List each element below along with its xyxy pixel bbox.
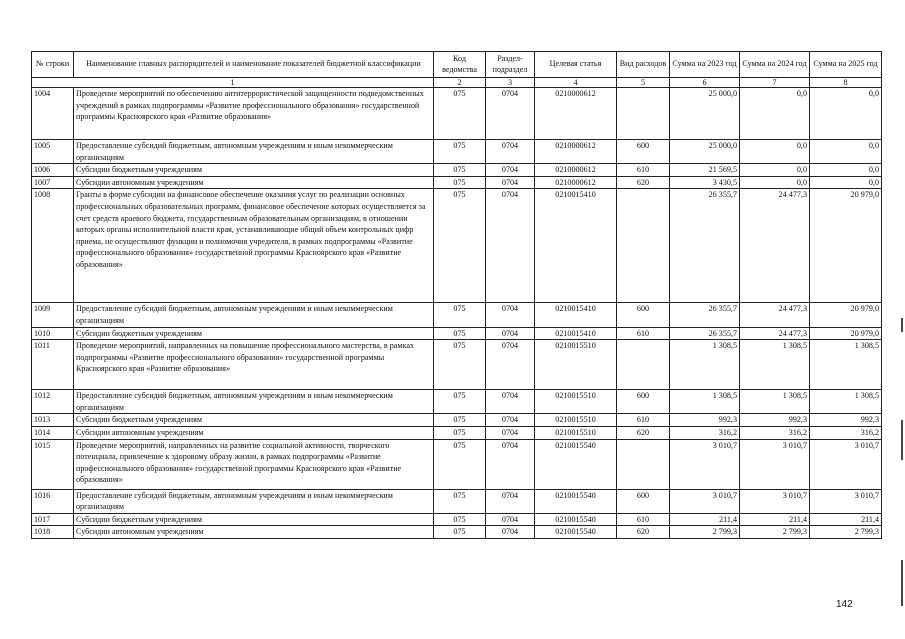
row-section-code: 0704 xyxy=(486,189,535,303)
row-section-code: 0704 xyxy=(486,414,535,427)
table-row xyxy=(32,426,882,439)
row-expense-type: 600 xyxy=(617,489,670,513)
row-sum-2025: 0,0 xyxy=(810,176,882,189)
row-sum-2023: 2 799,3 xyxy=(670,526,740,539)
row-sum-2023: 992,3 xyxy=(670,414,740,427)
row-dept-code: 075 xyxy=(434,414,486,427)
row-target-code: 0210015540 xyxy=(535,513,617,526)
column-number: 5 xyxy=(617,78,670,88)
budget-table-sheet xyxy=(31,51,882,539)
col-header-name: Наименование главных распорядителей и наименование показателей бюджетной классификации xyxy=(74,52,434,78)
row-sum-2023: 26 355,7 xyxy=(670,327,740,340)
row-section-code: 0704 xyxy=(486,303,535,327)
row-section-code: 0704 xyxy=(486,164,535,177)
row-sum-2023: 3 010,7 xyxy=(670,439,740,489)
table-row xyxy=(32,189,882,303)
table-row xyxy=(32,439,882,489)
row-sum-2025: 20 979,0 xyxy=(810,327,882,340)
row-expense-type: 600 xyxy=(617,140,670,164)
row-sum-2024: 1 308,5 xyxy=(740,390,810,414)
row-number: 1016 xyxy=(32,489,74,513)
row-dept-code: 075 xyxy=(434,327,486,340)
row-section-code: 0704 xyxy=(486,176,535,189)
row-section-code: 0704 xyxy=(486,526,535,539)
row-dept-code: 075 xyxy=(434,303,486,327)
row-section-code: 0704 xyxy=(486,88,535,140)
row-number: 1010 xyxy=(32,327,74,340)
row-target-code: 0210015510 xyxy=(535,426,617,439)
row-sum-2024: 3 010,7 xyxy=(740,489,810,513)
row-dept-code: 075 xyxy=(434,189,486,303)
row-number: 1008 xyxy=(32,189,74,303)
row-number: 1017 xyxy=(32,513,74,526)
row-section-code: 0704 xyxy=(486,140,535,164)
row-expense-type: 600 xyxy=(617,303,670,327)
row-sum-2024: 24 477,3 xyxy=(740,189,810,303)
row-number: 1015 xyxy=(32,439,74,489)
row-name: Проведение мероприятий, направленных на развитие социальной активности, творческого потенциала, привлечение к здоровому образу жизни, в рамках подпрограммы «Развитие профессионального образования» государственной программы Красноярского края «Развитие образования» xyxy=(74,439,434,489)
table-row xyxy=(32,164,882,177)
scan-edge-mark xyxy=(901,318,903,332)
row-sum-2024: 1 308,5 xyxy=(740,340,810,390)
row-name: Субсидии бюджетным учреждениям xyxy=(74,414,434,427)
row-dept-code: 075 xyxy=(434,140,486,164)
row-sum-2025: 20 979,0 xyxy=(810,303,882,327)
table-row xyxy=(32,513,882,526)
row-dept-code: 075 xyxy=(434,164,486,177)
row-sum-2024: 211,4 xyxy=(740,513,810,526)
row-dept-code: 075 xyxy=(434,513,486,526)
row-target-code: 0210000612 xyxy=(535,176,617,189)
row-dept-code: 075 xyxy=(434,88,486,140)
row-expense-type: 620 xyxy=(617,176,670,189)
row-sum-2025: 992,3 xyxy=(810,414,882,427)
budget-table xyxy=(31,51,882,539)
row-sum-2023: 3 010,7 xyxy=(670,489,740,513)
row-sum-2023: 3 430,5 xyxy=(670,176,740,189)
row-expense-type: 610 xyxy=(617,327,670,340)
row-target-code: 0210000612 xyxy=(535,164,617,177)
row-section-code: 0704 xyxy=(486,426,535,439)
row-sum-2024: 2 799,3 xyxy=(740,526,810,539)
row-number: 1012 xyxy=(32,390,74,414)
row-sum-2023: 316,2 xyxy=(670,426,740,439)
row-number: 1018 xyxy=(32,526,74,539)
row-sum-2024: 0,0 xyxy=(740,140,810,164)
row-sum-2024: 316,2 xyxy=(740,426,810,439)
row-dept-code: 075 xyxy=(434,489,486,513)
row-target-code: 0210015510 xyxy=(535,340,617,390)
row-name: Гранты в форме субсидии на финансовое обеспечение оказания услуг по реализации основных профессиональных образовательных программ, финансовое обеспечение которых осуществляется за счет средств краевого бюджета, государственным образовательным организациям, в отношении которых органы исполнительной власти края, устанавливающие общий объем контрольных цифр приема, не осуществляют функции и полномочия учредителя, в рамках подпрограммы «Развитие профессионального образования» государственной программы Красноярского края «Развитие образования» xyxy=(74,189,434,303)
column-number: 3 xyxy=(486,78,535,88)
col-header-section: Раздел-подраздел xyxy=(486,52,535,78)
row-number: 1009 xyxy=(32,303,74,327)
table-row xyxy=(32,340,882,390)
row-sum-2023: 25 000,0 xyxy=(670,140,740,164)
table-row xyxy=(32,327,882,340)
row-sum-2023: 21 569,5 xyxy=(670,164,740,177)
row-name: Субсидии автономным учреждениям xyxy=(74,526,434,539)
row-expense-type xyxy=(617,88,670,140)
table-row xyxy=(32,140,882,164)
row-target-code: 0210015410 xyxy=(535,303,617,327)
row-sum-2024: 992,3 xyxy=(740,414,810,427)
page-number: 142 xyxy=(836,599,853,610)
row-sum-2024: 0,0 xyxy=(740,88,810,140)
row-sum-2024: 0,0 xyxy=(740,164,810,177)
table-header xyxy=(32,52,882,88)
table-row xyxy=(32,303,882,327)
row-sum-2025: 3 010,7 xyxy=(810,439,882,489)
row-sum-2023: 26 355,7 xyxy=(670,189,740,303)
table-row xyxy=(32,176,882,189)
table-body xyxy=(32,88,882,539)
table-row xyxy=(32,88,882,140)
row-dept-code: 075 xyxy=(434,439,486,489)
row-sum-2023: 1 308,5 xyxy=(670,340,740,390)
row-section-code: 0704 xyxy=(486,327,535,340)
row-sum-2023: 211,4 xyxy=(670,513,740,526)
row-sum-2025: 0,0 xyxy=(810,140,882,164)
row-target-code: 0210000612 xyxy=(535,140,617,164)
row-name: Проведение мероприятий по обеспечению антитеррористической защищенности подведомственных учреждений в рамках подпрограммы «Развитие профессионального образования» государственной программы Красноярского края «Развитие образования» xyxy=(74,88,434,140)
scan-edge-mark xyxy=(901,560,903,606)
row-target-code: 0210015540 xyxy=(535,439,617,489)
row-number: 1007 xyxy=(32,176,74,189)
row-expense-type xyxy=(617,340,670,390)
row-name: Предоставление субсидий бюджетным, автономным учреждениям и иным некоммерческим организациям xyxy=(74,489,434,513)
column-number: 2 xyxy=(434,78,486,88)
row-expense-type: 610 xyxy=(617,164,670,177)
column-number: 7 xyxy=(740,78,810,88)
row-dept-code: 075 xyxy=(434,176,486,189)
row-target-code: 0210015410 xyxy=(535,327,617,340)
row-sum-2025: 0,0 xyxy=(810,88,882,140)
column-number: 8 xyxy=(810,78,882,88)
row-target-code: 0210015540 xyxy=(535,526,617,539)
table-row xyxy=(32,414,882,427)
row-sum-2025: 2 799,3 xyxy=(810,526,882,539)
column-number-row xyxy=(32,78,882,88)
row-number: 1004 xyxy=(32,88,74,140)
row-target-code: 0210015410 xyxy=(535,189,617,303)
col-header-dept: Код ведомства xyxy=(434,52,486,78)
row-section-code: 0704 xyxy=(486,489,535,513)
col-header-row-no: № строки xyxy=(32,52,74,78)
col-header-sum-2025: Сумма на 2025 год xyxy=(810,52,882,78)
row-name: Предоставление субсидий бюджетным, автономным учреждениям и иным некоммерческим организациям xyxy=(74,140,434,164)
row-expense-type: 620 xyxy=(617,426,670,439)
row-sum-2024: 3 010,7 xyxy=(740,439,810,489)
row-sum-2025: 1 308,5 xyxy=(810,340,882,390)
row-sum-2025: 3 010,7 xyxy=(810,489,882,513)
row-name: Субсидии бюджетным учреждениям xyxy=(74,327,434,340)
row-number: 1013 xyxy=(32,414,74,427)
row-target-code: 0210015540 xyxy=(535,489,617,513)
row-sum-2023: 25 000,0 xyxy=(670,88,740,140)
row-expense-type: 610 xyxy=(617,513,670,526)
row-sum-2025: 1 308,5 xyxy=(810,390,882,414)
column-number: 1 xyxy=(32,78,434,88)
row-target-code: 0210015510 xyxy=(535,390,617,414)
row-name: Субсидии бюджетным учреждениям xyxy=(74,164,434,177)
col-header-target: Целевая статья xyxy=(535,52,617,78)
table-row xyxy=(32,390,882,414)
row-sum-2025: 316,2 xyxy=(810,426,882,439)
row-dept-code: 075 xyxy=(434,526,486,539)
row-number: 1006 xyxy=(32,164,74,177)
row-sum-2023: 1 308,5 xyxy=(670,390,740,414)
row-name: Субсидии бюджетным учреждениям xyxy=(74,513,434,526)
row-sum-2023: 26 355,7 xyxy=(670,303,740,327)
row-sum-2024: 24 477,3 xyxy=(740,303,810,327)
row-expense-type xyxy=(617,189,670,303)
row-sum-2025: 20 979,0 xyxy=(810,189,882,303)
row-name: Субсидии автономным учреждениям xyxy=(74,426,434,439)
row-dept-code: 075 xyxy=(434,390,486,414)
row-name: Проведение мероприятий, направленных на повышение профессионального мастерства, в рамках подпрограммы «Развитие профессионального образования» государственной программы Красноярского края «Развитие образования» xyxy=(74,340,434,390)
row-sum-2024: 0,0 xyxy=(740,176,810,189)
row-expense-type: 600 xyxy=(617,390,670,414)
row-section-code: 0704 xyxy=(486,513,535,526)
row-name: Предоставление субсидий бюджетным, автономным учреждениям и иным некоммерческим организациям xyxy=(74,303,434,327)
row-number: 1014 xyxy=(32,426,74,439)
row-section-code: 0704 xyxy=(486,340,535,390)
row-number: 1005 xyxy=(32,140,74,164)
row-expense-type xyxy=(617,439,670,489)
row-expense-type: 620 xyxy=(617,526,670,539)
row-number: 1011 xyxy=(32,340,74,390)
row-name: Субсидии автономным учреждениям xyxy=(74,176,434,189)
table-row xyxy=(32,489,882,513)
col-header-exp-type: Вид расходов xyxy=(617,52,670,78)
row-sum-2024: 24 477,3 xyxy=(740,327,810,340)
column-number: 6 xyxy=(670,78,740,88)
table-row xyxy=(32,526,882,539)
row-dept-code: 075 xyxy=(434,426,486,439)
row-target-code: 0210000612 xyxy=(535,88,617,140)
row-sum-2025: 211,4 xyxy=(810,513,882,526)
row-dept-code: 075 xyxy=(434,340,486,390)
row-target-code: 0210015510 xyxy=(535,414,617,427)
column-number: 4 xyxy=(535,78,617,88)
row-sum-2025: 0,0 xyxy=(810,164,882,177)
col-header-sum-2024: Сумма на 2024 год xyxy=(740,52,810,78)
row-name: Предоставление субсидий бюджетным, автономным учреждениям и иным некоммерческим организациям xyxy=(74,390,434,414)
scan-edge-mark xyxy=(901,420,903,460)
row-section-code: 0704 xyxy=(486,390,535,414)
row-expense-type: 610 xyxy=(617,414,670,427)
col-header-sum-2023: Сумма на 2023 год xyxy=(670,52,740,78)
row-section-code: 0704 xyxy=(486,439,535,489)
